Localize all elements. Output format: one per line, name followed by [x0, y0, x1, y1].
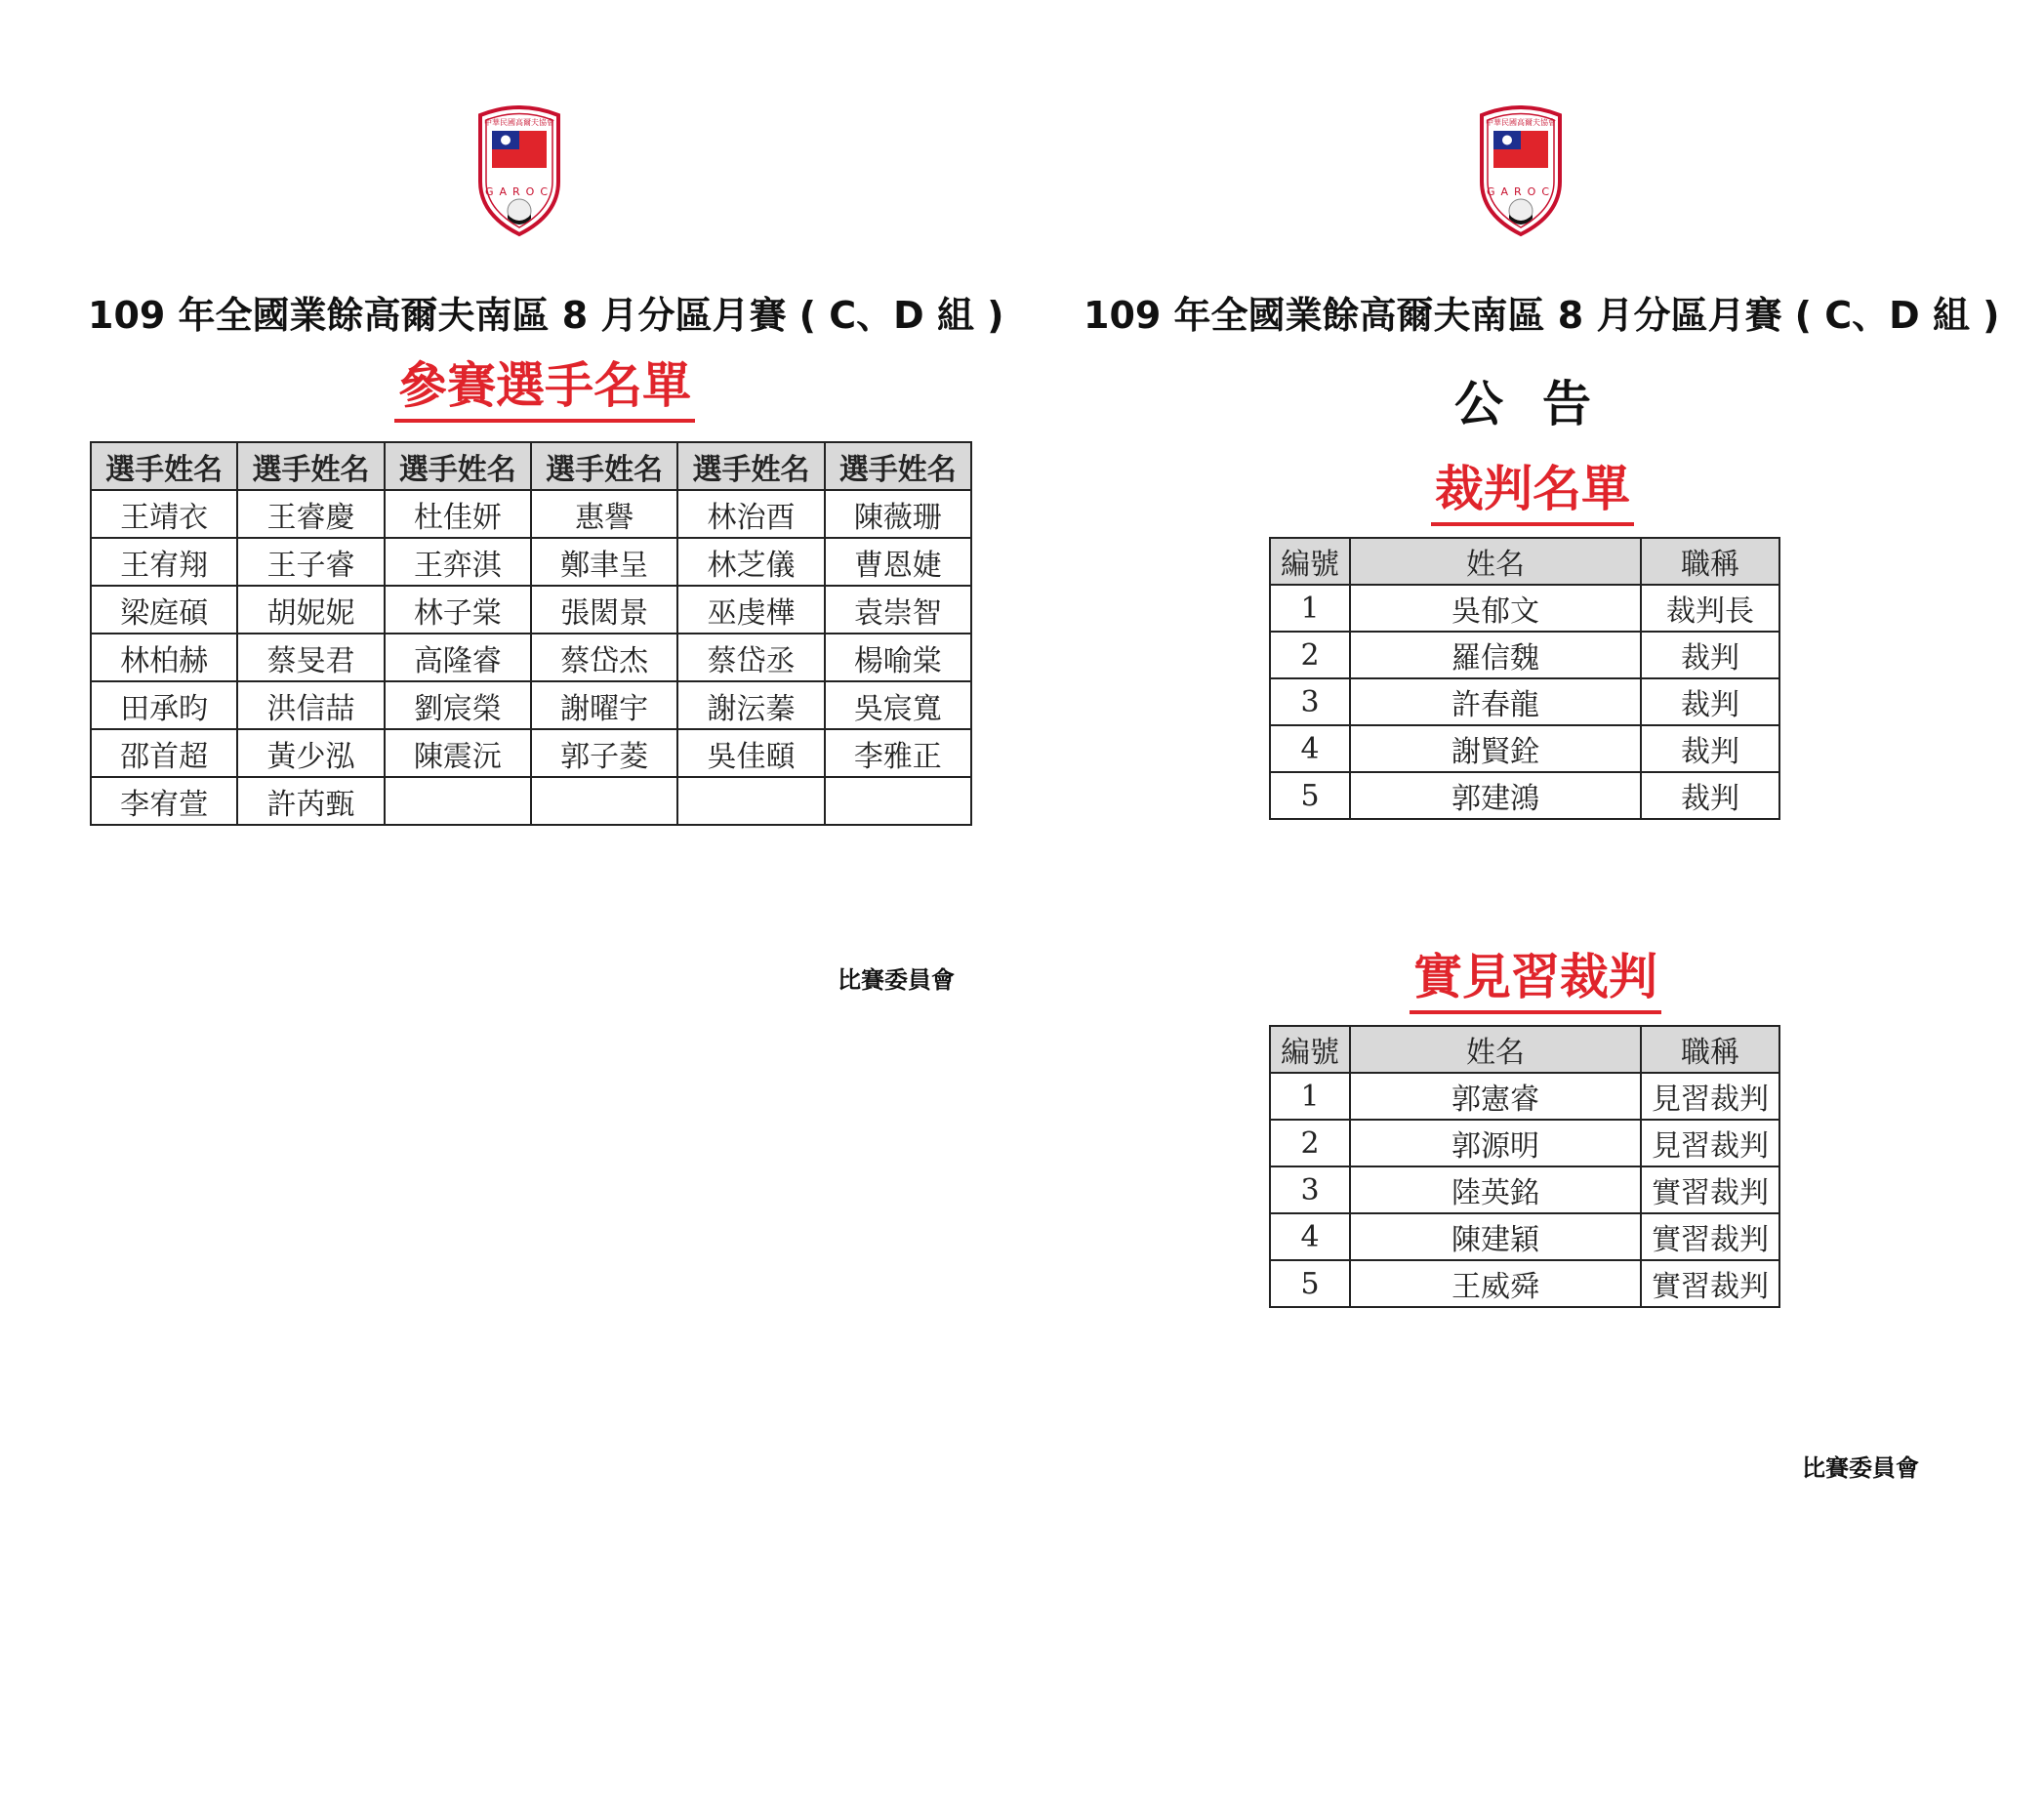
referee-number: 5: [1270, 772, 1350, 819]
trainee-number: 4: [1270, 1213, 1350, 1260]
referee-name: 羅信魏: [1350, 632, 1641, 678]
player-cell: 郭子菱: [531, 729, 677, 777]
table-row: [91, 729, 971, 777]
committee-signature-left: 比賽委員會: [838, 966, 955, 994]
logo-text-bottom: GAROC: [1486, 185, 1556, 198]
player-cell: 李雅正: [825, 729, 971, 777]
player-cell: 鄭聿呈: [531, 538, 677, 586]
trainee-name: 陳建穎: [1350, 1213, 1641, 1260]
referee-title: 裁判: [1641, 632, 1779, 678]
referee-number: 3: [1270, 678, 1350, 725]
referee-name: 謝賢銓: [1350, 725, 1641, 772]
player-cell: 高隆睿: [385, 634, 531, 681]
referee-number: 2: [1270, 632, 1350, 678]
table-row: [1270, 678, 1779, 725]
player-cell: 田承昀: [91, 681, 237, 729]
trainee-number: 3: [1270, 1166, 1350, 1213]
trainee-name: 王威舜: [1350, 1260, 1641, 1307]
player-cell: 梁庭碩: [91, 586, 237, 634]
player-cell: 許芮甄: [237, 777, 384, 825]
trainee-title: 見習裁判: [1641, 1120, 1779, 1166]
player-cell: 黃少泓: [237, 729, 384, 777]
trainee-header-cell: 姓名: [1350, 1026, 1641, 1073]
player-cell: 林芝儀: [677, 538, 824, 586]
logo-text-bottom: GAROC: [484, 185, 554, 198]
player-cell: 楊喻棠: [825, 634, 971, 681]
player-cell: 王子睿: [237, 538, 384, 586]
table-row: [1270, 585, 1779, 632]
player-cell: 陳震沅: [385, 729, 531, 777]
referee-title: 裁判長: [1641, 585, 1779, 632]
page-title-right: 109 年全國業餘高爾夫南區 8 月分區月賽 ( C、D 組 ): [1083, 294, 2000, 337]
player-cell: 巫虔樺: [677, 586, 824, 634]
player-cell: [825, 777, 971, 825]
trainee-name: 郭源明: [1350, 1120, 1641, 1166]
table-row: [1270, 632, 1779, 678]
referee-title: 裁判: [1641, 678, 1779, 725]
players-header-cell: 選手姓名: [237, 442, 384, 490]
table-row: [91, 634, 971, 681]
player-cell: 王靖衣: [91, 490, 237, 538]
player-cell: [677, 777, 824, 825]
logo-right: [1474, 105, 1568, 238]
player-cell: 袁崇智: [825, 586, 971, 634]
trainee-referee-heading: 實見習裁判: [1410, 951, 1661, 1014]
player-cell: 張閎景: [531, 586, 677, 634]
player-cell: 蔡岱杰: [531, 634, 677, 681]
table-row: [1270, 1260, 1779, 1307]
logo-left: [472, 105, 566, 238]
player-cell: 謝曜宇: [531, 681, 677, 729]
trainee-referee-table: [1269, 1025, 1780, 1308]
referee-number: 1: [1270, 585, 1350, 632]
trainee-title: 實習裁判: [1641, 1213, 1779, 1260]
trainee-header-row: [1270, 1026, 1779, 1073]
trainee-number: 2: [1270, 1120, 1350, 1166]
player-cell: 惠譽: [531, 490, 677, 538]
referee-heading: 裁判名單: [1431, 463, 1634, 526]
table-row: [1270, 1120, 1779, 1166]
player-cell: 陳薇珊: [825, 490, 971, 538]
referee-title: 裁判: [1641, 725, 1779, 772]
referee-name: 郭建鴻: [1350, 772, 1641, 819]
trainee-title: 實習裁判: [1641, 1260, 1779, 1307]
players-header-cell: 選手姓名: [825, 442, 971, 490]
announcement-heading: 公告: [1454, 376, 1630, 432]
player-cell: 林柏赫: [91, 634, 237, 681]
player-cell: 邵首超: [91, 729, 237, 777]
trainee-number: 5: [1270, 1260, 1350, 1307]
table-row: [1270, 772, 1779, 819]
trainee-title: 實習裁判: [1641, 1166, 1779, 1213]
referee-header-cell: 編號: [1270, 538, 1350, 585]
referee-header-cell: 職稱: [1641, 538, 1779, 585]
table-row: [1270, 1166, 1779, 1213]
table-row: [91, 538, 971, 586]
player-cell: [531, 777, 677, 825]
table-row: [91, 586, 971, 634]
players-heading: 參賽選手名單: [394, 359, 695, 423]
players-header-cell: 選手姓名: [91, 442, 237, 490]
trainee-number: 1: [1270, 1073, 1350, 1120]
trainee-header-cell: 職稱: [1641, 1026, 1779, 1073]
player-cell: 王宥翔: [91, 538, 237, 586]
player-cell: 洪信喆: [237, 681, 384, 729]
table-row: [1270, 725, 1779, 772]
table-row: [1270, 1213, 1779, 1260]
players-header-row: [91, 442, 971, 490]
page-title-left: 109 年全國業餘高爾夫南區 8 月分區月賽 ( C、D 組 ): [88, 294, 1004, 337]
player-cell: 劉宸榮: [385, 681, 531, 729]
referee-name: 吳郁文: [1350, 585, 1641, 632]
players-header-cell: 選手姓名: [531, 442, 677, 490]
player-cell: 胡妮妮: [237, 586, 384, 634]
player-cell: 吳佳頤: [677, 729, 824, 777]
referee-table: [1269, 537, 1780, 820]
player-cell: 曹恩婕: [825, 538, 971, 586]
table-row: [1270, 1073, 1779, 1120]
referee-header-cell: 姓名: [1350, 538, 1641, 585]
players-header-cell: 選手姓名: [677, 442, 824, 490]
trainee-name: 郭憲睿: [1350, 1073, 1641, 1120]
player-cell: [385, 777, 531, 825]
player-cell: 林治酉: [677, 490, 824, 538]
trainee-name: 陸英銘: [1350, 1166, 1641, 1213]
player-cell: 王弈淇: [385, 538, 531, 586]
table-row: [91, 681, 971, 729]
committee-signature-right: 比賽委員會: [1802, 1454, 1919, 1482]
players-table: [90, 441, 972, 826]
player-cell: 李宥萱: [91, 777, 237, 825]
referee-name: 許春龍: [1350, 678, 1641, 725]
table-row: [91, 490, 971, 538]
logo-text-top: 中華民國高爾夫協會: [484, 118, 554, 127]
player-cell: 杜佳妍: [385, 490, 531, 538]
trainee-header-cell: 編號: [1270, 1026, 1350, 1073]
player-cell: 林子棠: [385, 586, 531, 634]
players-header-cell: 選手姓名: [385, 442, 531, 490]
player-cell: 蔡旻君: [237, 634, 384, 681]
player-cell: 謝沄蓁: [677, 681, 824, 729]
player-cell: 吳宸寬: [825, 681, 971, 729]
player-cell: 王睿慶: [237, 490, 384, 538]
player-cell: 蔡岱丞: [677, 634, 824, 681]
referee-number: 4: [1270, 725, 1350, 772]
table-row: [91, 777, 971, 825]
referee-header-row: [1270, 538, 1779, 585]
logo-text-top: 中華民國高爾夫協會: [1486, 118, 1556, 127]
referee-title: 裁判: [1641, 772, 1779, 819]
trainee-title: 見習裁判: [1641, 1073, 1779, 1120]
